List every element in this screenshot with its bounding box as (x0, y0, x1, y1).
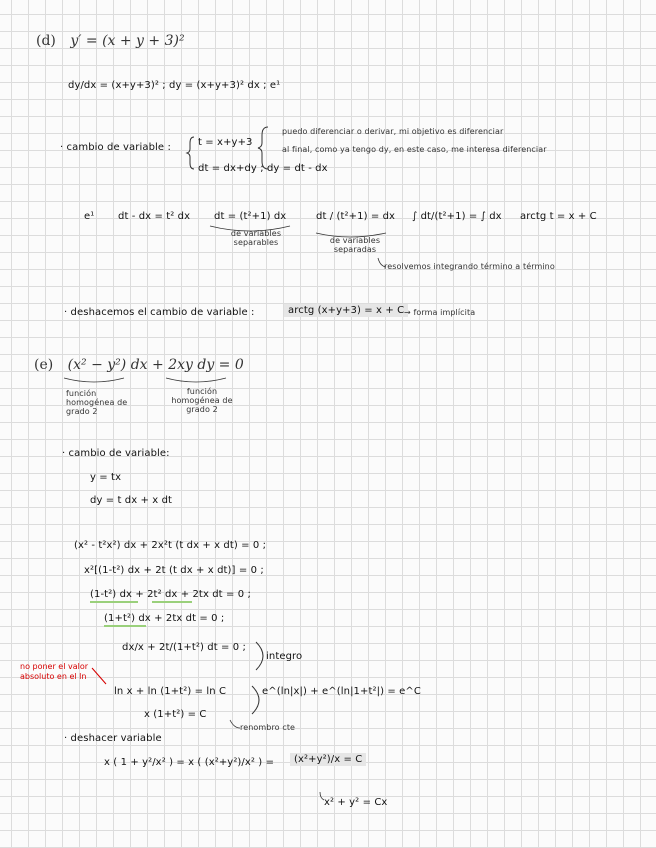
part-d-step1: dy/dx = (x+y+3)² ; dy = (x+y+3)² dx ; e¹ (68, 80, 281, 91)
part-e-final2: x² + y² = Cx (324, 797, 388, 808)
part-d-note1: puedo diferenciar o derivar, mi objetivo es diferenciar (282, 127, 504, 136)
part-e-final-box: (x²+y²)/x = C (290, 753, 366, 766)
part-e-cv1: y = tx (90, 472, 122, 483)
part-e-l5: dx/x + 2t/(1+t²) dt = 0 ; (122, 642, 247, 653)
part-e-label: (e) (34, 357, 54, 373)
part-e-cv-label: · cambio de variable: (62, 448, 170, 459)
part-d-e1-e: arctg t = x + C (520, 211, 597, 222)
part-e-cv2: dy = t dx + x dt (90, 495, 173, 506)
part-d-undo-result: arctg (x+y+3) = x + C (284, 304, 408, 317)
part-d-e1-c-note: de variables separadas (329, 236, 381, 254)
part-d-e1-note: resolvemos integrando término a término (384, 262, 555, 271)
part-d-cv-label: · cambio de variable : (60, 142, 171, 153)
part-d-cv-def2: dt = dx+dy ; dy = dt - dx (198, 163, 328, 174)
part-e-l6: ln x + ln (1+t²) = ln C (114, 686, 227, 697)
part-e-final1: x ( 1 + y²/x² ) = x ( (x²+y²)/x² ) = (104, 757, 275, 768)
part-d-undo-note: → forma implícita (404, 308, 476, 317)
part-e-note-left: función homogénea de grado 2 (66, 389, 128, 416)
part-e-note-right: función homogénea de grado 2 (171, 387, 233, 414)
part-d-e1-b: dt = (t²+1) dx (214, 211, 287, 222)
part-e-l7-note: renombro cte (240, 723, 296, 732)
part-d-cv-def1: t = x+y+3 (198, 137, 253, 148)
part-e-l7: x (1+t²) = C (144, 709, 207, 720)
part-d-e1-c: dt / (t²+1) = dx (316, 211, 396, 222)
part-e-l6-exp: e^(ln|x|) + e^(ln|1+t²|) = e^C (262, 686, 421, 697)
part-e-l3: (1-t²) dx + 2t² dx + 2tx dt = 0 ; (90, 589, 251, 600)
part-d-label: (d) (36, 33, 56, 49)
part-e-red-note: no poner el valor absoluto en el ln (20, 662, 89, 681)
part-d-equation: y′ = (x + y + 3)² (70, 33, 185, 49)
part-e-equation: (x² − y²) dx + 2xy dy = 0 (67, 357, 244, 373)
part-e-l1: (x² - t²x²) dx + 2x²t (t dx + x dt) = 0 ; (74, 540, 267, 551)
part-d-e1-d: ∫ dt/(t²+1) = ∫ dx (412, 211, 502, 222)
part-e-l4: (1+t²) dx + 2tx dt = 0 ; (104, 613, 225, 624)
part-d-note2: al final, como ya tengo dy, en este caso, me interesa diferenciar (282, 145, 547, 154)
part-e-l2: x²[(1-t²) dx + 2t (t dx + x dt)] = 0 ; (84, 565, 264, 576)
part-d-e1-label: e¹ (84, 211, 95, 222)
part-d-e1-a: dt - dx = t² dx (118, 211, 191, 222)
part-d-undo-label: · deshacemos el cambio de variable : (64, 307, 255, 318)
part-e-integro: integro (266, 651, 303, 662)
part-e-undo-label: · deshacer variable (64, 733, 162, 744)
part-d-e1-b-note: de variables separables (230, 229, 282, 247)
